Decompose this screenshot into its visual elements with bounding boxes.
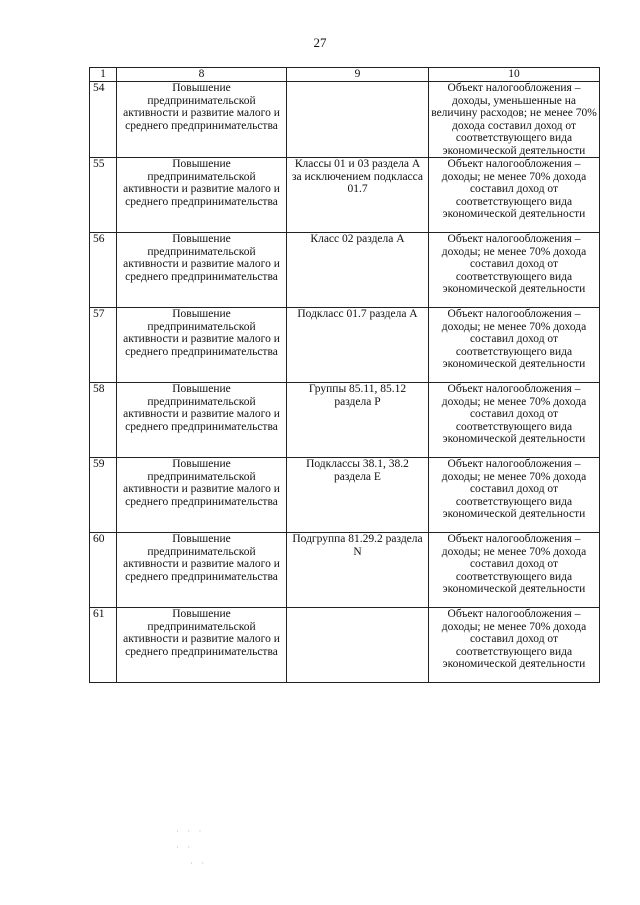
classifier-cell: Классы 01 и 03 раздела А за исключением подкласса 01.7 [287,158,429,233]
program-cell: Повышение предпринимательской активности и развитие малого и среднего предпринимательства [117,233,287,308]
column-header-9: 9 [287,68,429,82]
condition-cell: Объект налогообложения – доходы; не менее 70% дохода составил доход от соответствующего вида экономической деятельности [429,158,600,233]
condition-cell: Объект налогообложения – доходы; не менее 70% дохода составил доход от соответствующего вида экономической деятельности [429,608,600,683]
classifier-cell: Подкласс 01.7 раздела А [287,308,429,383]
table-row [90,158,600,233]
scan-artifact: · · [176,842,194,852]
program-cell: Повышение предпринимательской активности и развитие малого и среднего предпринимательства [117,458,287,533]
classifier-cell [287,82,429,158]
condition-cell: Объект налогообложения – доходы, уменьшенные на величину расходов; не менее 70% дохода составил доход от соответствующего вида экономической деятельности [429,82,600,158]
program-cell: Повышение предпринимательской активности и развитие малого и среднего предпринимательства [117,608,287,683]
program-cell: Повышение предпринимательской активности и развитие малого и среднего предпринимательства [117,383,287,458]
tax-rate-table [89,67,600,683]
classifier-cell: Подклассы 38.1, 38.2 раздела Е [287,458,429,533]
condition-cell: Объект налогообложения – доходы; не менее 70% дохода составил доход от соответствующего вида экономической деятельности [429,233,600,308]
table-row [90,533,600,608]
row-number: 56 [90,233,117,308]
table-row [90,82,600,158]
table-row [90,608,600,683]
table-row [90,233,600,308]
row-number: 59 [90,458,117,533]
classifier-cell: Группы 85.11, 85.12 раздела Р [287,383,429,458]
row-number: 58 [90,383,117,458]
classifier-cell: Класс 02 раздела А [287,233,429,308]
program-cell: Повышение предпринимательской активности и развитие малого и среднего предпринимательства [117,308,287,383]
column-header-1: 1 [90,68,117,82]
program-cell: Повышение предпринимательской активности и развитие малого и среднего предпринимательства [117,158,287,233]
column-header-8: 8 [117,68,287,82]
table-row [90,458,600,533]
row-number: 55 [90,158,117,233]
row-number: 54 [90,82,117,158]
condition-cell: Объект налогообложения – доходы; не менее 70% дохода составил доход от соответствующего вида экономической деятельности [429,533,600,608]
program-cell: Повышение предпринимательской активности и развитие малого и среднего предпринимательства [117,533,287,608]
page-number: 27 [313,35,327,50]
scan-artifact: · · · [176,826,205,836]
scan-artifact: · · [190,858,208,868]
table-header-row [90,68,600,82]
column-header-10: 10 [429,68,600,82]
classifier-cell: Подгруппа 81.29.2 раздела N [287,533,429,608]
table-row [90,383,600,458]
condition-cell: Объект налогообложения – доходы; не менее 70% дохода составил доход от соответствующего вида экономической деятельности [429,458,600,533]
row-number: 61 [90,608,117,683]
row-number: 57 [90,308,117,383]
program-cell: Повышение предпринимательской активности и развитие малого и среднего предпринимательства [117,82,287,158]
row-number: 60 [90,533,117,608]
table-row [90,308,600,383]
condition-cell: Объект налогообложения – доходы; не менее 70% дохода составил доход от соответствующего вида экономической деятельности [429,383,600,458]
condition-cell: Объект налогообложения – доходы; не менее 70% дохода составил доход от соответствующего вида экономической деятельности [429,308,600,383]
classifier-cell [287,608,429,683]
